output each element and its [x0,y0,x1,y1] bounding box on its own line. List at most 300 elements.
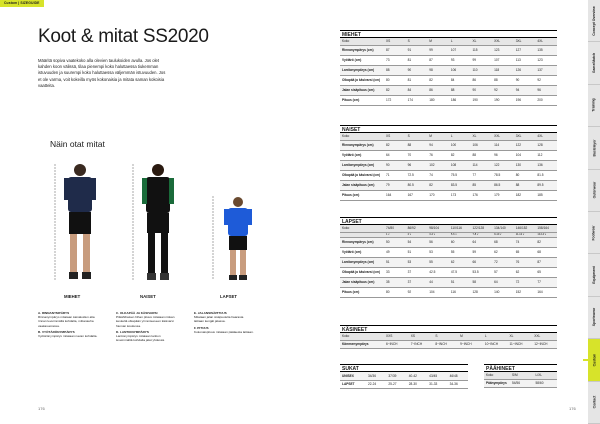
table-header-cell: Koko [340,133,384,140]
fig-label-men: MIEHET [64,294,81,299]
table-cell: 86.5 [492,180,514,190]
table-cell: 71 [384,170,406,180]
table-row [340,277,557,287]
table-row [340,140,557,150]
table-cell: 51 [384,257,406,267]
table-subheader-cell: 9-10 v [492,232,514,237]
table-header-cell: 110/116 [449,225,471,232]
table-cell: 196 [514,95,536,105]
sidebar-tab-label: Footwear [592,225,597,241]
table-cell: 92 [535,75,557,85]
table-cell: 164 [535,287,557,297]
table-cell: 179 [492,190,514,200]
table-cell: 50 [384,237,406,247]
active-tab-marker [583,359,588,361]
table-cell: 57 [492,267,514,277]
table-cell: 200 [535,95,557,105]
desc-col [194,311,254,336]
table-cell: 65 [514,247,536,257]
row-label: Rinnanympärys (cm) [340,45,384,55]
table-header-cell: XS [384,133,406,140]
table-header-cell: M [427,133,449,140]
table-cell: 68 [535,247,557,257]
table-subheader-cell: 5-6 v [449,232,471,237]
table-row [340,180,557,190]
table-cell: 173 [449,190,471,200]
sidebar-tab-label: Game/Match [592,52,597,74]
table-cell: 64 [384,150,406,160]
row-label: Lantionympärys (cm) [340,257,384,267]
table-cell: 7~INCH [409,340,434,348]
table-header-cell: M [458,333,483,340]
sidebar-tab-label: Outerwear [592,181,596,199]
table-header-cell: 74/80 [384,225,406,232]
table-cell: 74 [427,170,449,180]
table-cell: 46/48 [448,372,468,380]
table-header-cell: Koko [340,225,384,232]
table-row [340,380,468,388]
table-cell: 182 [514,190,536,200]
desc-text: Kokonaispituus mitataan päälaesta lattiaan. [194,329,254,334]
table-row [340,267,557,277]
table-cell: 91 [406,45,428,55]
table-cell: 9~INCH [458,340,483,348]
table-cell: 86 [471,75,493,85]
table-header-cell: 122/128 [471,225,493,232]
table-cell: 8~INCH [433,340,458,348]
table-cell: 31-33 [427,380,447,388]
table-row [340,372,468,380]
table-cell: 152 [514,287,536,297]
table-cell: 170 [427,190,449,200]
table-row [340,247,557,257]
table-header-row [340,333,557,340]
table-cell: 82 [384,140,406,150]
table-header-cell: 86/92 [406,225,428,232]
row-label: Päänympärys [484,379,510,387]
table-row [340,45,557,55]
table-cell: 47.5 [449,267,471,277]
table-cell: 90 [514,75,536,85]
table-header-cell: S [406,38,428,45]
table-row [340,237,557,247]
table-header-cell: M [427,38,449,45]
table-cell: 65 [535,267,557,277]
table-cell: 55 [427,257,449,267]
table-cell: 88 [384,65,406,75]
table-cell: 114 [492,140,514,150]
table-row [340,65,557,75]
table-header-cell: L [483,333,508,340]
figure-men [64,164,96,279]
table-subheader-cell: 3-4 v [427,232,449,237]
table-header-cell: 98/104 [427,225,449,232]
table-cell: 88 [406,140,428,150]
table-header-cell: XS [409,333,434,340]
table-cell: 77 [471,170,493,180]
table-subheader-cell: 2 v [406,232,428,237]
desc-heading: C. OLKAPÄÄ JA KÄSIVARSI [116,311,158,315]
row-label: Rinnanympärys (cm) [340,140,384,150]
row-label: LAPSET [340,380,366,388]
row-label: Kämmenympärys [340,340,384,348]
sidebar-tab-equipment[interactable] [588,254,600,296]
table-header-cell: 158/164 [535,225,557,232]
table-header-cell: L [449,38,471,45]
table-cell: 51 [406,247,428,257]
table-cell: 54 [406,237,428,247]
table-cell: 102 [427,160,449,170]
table-cell: 82 [384,85,406,95]
table-cell: 88 [514,180,536,190]
table-cell: 96 [535,85,557,95]
table-header-cell: L [449,133,471,140]
table-header-row [340,225,557,232]
intro-text: Määritä sopiva vaatekoko alla olevien taulukoiden avulla. Jos olet kahden koon välissä, tilaa pienempi koko haluttaessa tiukemman istuvuuden ja suurempi koko haluttaessa väljemmän istuvuuden. Jos et ole varma, voit kokeilla myös kokonaisia ja mitata saman kokoisia vaatteita. [38,58,166,88]
sidebar-tab-label: Equipment [592,266,596,284]
table-cell: 76 [427,150,449,160]
sidebar-tab-label: Training [592,98,596,113]
table-header-cell: XXS [384,333,409,340]
table-cell: 82 [535,237,557,247]
table-cell: 140 [492,287,514,297]
table-subheader-cell: 11-12 v [514,232,536,237]
table-cell: 80 [514,170,536,180]
table-cell: 96 [406,160,428,170]
table-cell: 112 [535,150,557,160]
desc-col [38,311,98,340]
sidebar-tab-sportswear[interactable] [588,297,600,339]
table-pahineet [484,364,557,388]
table-cell: 107 [492,55,514,65]
table-cell: 88 [492,75,514,85]
table-cell: 33 [384,267,406,277]
table-row [340,75,557,85]
table-cell: 51 [449,277,471,287]
table-row [484,379,557,387]
table-cell: 90 [384,160,406,170]
table-cell: 53 [427,247,449,257]
table-cell: 96 [492,150,514,160]
table-header-cell: 4XL [535,38,557,45]
table-title: SUKAT [340,364,468,372]
table-cell: 37/39 [386,372,406,380]
table-header-cell: XL [471,38,493,45]
table-cell: 126 [514,65,536,75]
desc-heading: A. RINNANYMPÄRYS [38,311,70,315]
table-cell: 104 [427,287,449,297]
table-cell: 127 [514,45,536,55]
row-label: Pituus (cm) [340,287,384,297]
sidebar-tab-outerwear[interactable] [588,170,600,212]
table-title: NAISET [340,125,557,133]
page-title: Koot & mitat SS2020 [38,26,209,47]
table-cell: 104 [514,150,536,160]
table-header-cell: XS [384,38,406,45]
table-row [340,85,557,95]
table-cell: 116 [449,287,471,297]
table-cell: 68 [492,237,514,247]
row-label: Vyötärö (cm) [340,55,384,65]
table-header-cell: XXL [532,333,557,340]
table-cell: 89.5 [535,180,557,190]
sidebar-tab-footwear[interactable] [588,212,600,254]
row-label: Vyötärö (cm) [340,150,384,160]
table-cell: 93 [449,55,471,65]
table-cell: 53.5 [471,267,493,277]
table-cell: 54/56 [510,379,534,387]
table-cell: 98 [427,65,449,75]
sidebar-tab-contact[interactable] [588,382,600,424]
table-cell: 90 [471,85,493,95]
table-cell: 58/60 [534,379,558,387]
table-cell: 106 [449,65,471,75]
table-cell: 85 [471,180,493,190]
table-cell: 122 [492,160,514,170]
table-cell: 122 [514,140,536,150]
table-cell: 34-36 [448,380,468,388]
table-naiset [340,125,557,201]
table-cell: 92 [492,85,514,95]
page-number-left: 176 [38,406,45,411]
table-cell: 40-42 [407,372,427,380]
table-cell: 87 [384,45,406,55]
table-cell: 76 [514,257,536,267]
sidebar-tab-label: Contact [592,395,596,409]
table-header-cell: 134/140 [492,225,514,232]
table-miehet [340,30,557,106]
table-cell: 84 [406,85,428,95]
row-label: Vyötärö (cm) [340,247,384,257]
table-cell: 81 [406,75,428,85]
table-cell: 123 [535,55,557,65]
table-cell: 11~INCH [508,340,533,348]
table-row [340,190,557,200]
table-cell: 94 [427,140,449,150]
table-cell: 107 [449,45,471,55]
table-cell: 70 [406,150,428,160]
table-header-cell: Koko [340,333,384,340]
table-cell: 79 [384,180,406,190]
row-label: Jalan sisäpituus (cm) [340,85,384,95]
table-cell: 190 [471,95,493,105]
table-header-row [340,38,557,45]
sidebar-tab-training[interactable] [588,85,600,127]
table-cell: 77 [535,277,557,287]
table-row [340,287,557,297]
sidebar-tab-custom[interactable] [588,339,600,381]
table-cell: 180 [427,95,449,105]
table-header-cell: 4XL [535,133,557,140]
table-cell: 130 [514,160,536,170]
desc-heading: B. VYÖTÄRÖNYMPÄRYS [38,329,75,334]
desc-text: Pitkähihaisen hihan pituus mitataan niskan keskeltä olkapään yli ranteeseen käsivarsi hieman koukussa. [116,315,175,328]
table-cell: 75.5 [449,170,471,180]
table-cell: 115 [471,45,493,55]
table-cell: 99 [471,55,493,65]
table-cell: 37 [406,277,428,287]
desc-col [116,311,176,344]
table-row [340,55,557,65]
table-cell: 60 [449,237,471,247]
table-cell: 186 [449,95,471,105]
table-header-cell: S [433,333,458,340]
sidebar-tab-game-match[interactable] [588,42,600,84]
table-cell: 190 [492,95,514,105]
table-subheader-cell: 7-8 v [471,232,493,237]
table-cell: 118 [492,65,514,75]
fit-subtitle: Näin otat mitat [50,139,105,149]
table-header-cell: 146/152 [514,225,536,232]
table-row [340,257,557,267]
table-cell: 99 [427,45,449,55]
table-sukat [340,364,468,389]
table-cell: 35 [384,277,406,287]
desc-text: Mitataan jalan sisäpuolelta haarasta lattiaan kengät jalassa. [194,315,244,324]
table-header-cell: XL [471,133,493,140]
table-row [340,160,557,170]
table-cell: 90 [406,65,428,75]
table-cell: 82 [427,75,449,85]
table-cell: 28-30 [407,380,427,388]
fig-label-women: NAISET [140,294,156,299]
row-label: Olkapää ja käsivarsi (cm) [340,75,384,85]
table-cell: 66 [471,257,493,267]
desc-heading: E. JALANSISÄPITUUS [194,311,227,315]
table-cell: 136 [535,160,557,170]
sidebar-tab-concept-overview[interactable] [588,0,600,42]
table-header-cell: Koko [340,38,384,45]
table-cell: 128 [535,140,557,150]
table-cell: 88 [449,85,471,95]
table-cell: 92 [406,287,428,297]
section-tag: Custom | SIZEGUIDE [0,0,44,7]
fig-label-kids: LAPSET [220,294,237,299]
sidebar-tab-basislayer[interactable] [588,127,600,169]
table-cell: 185 [535,190,557,200]
table-cell: 56 [427,237,449,247]
table-header-cell: 3XL [514,38,536,45]
table-cell: 87 [535,257,557,267]
figure-kids [224,197,252,280]
table-header-cell: L/XL [534,372,558,379]
table-cell: 82 [449,150,471,160]
measure-figures [40,152,280,302]
table-header-cell: S/M [510,372,534,379]
table-cell: 58 [471,277,493,287]
table-cell: 82 [427,180,449,190]
table-cell: 123 [492,45,514,55]
table-title: LAPSET [340,217,557,225]
table-title: PÄÄHINEET [484,364,557,372]
desc-text: Rinnanympärys mitataan kainaloiden alta rinnan leveimmältä kohdalta, mittanauha vaakasuorassa. [38,315,95,328]
row-label: UNISEX [340,372,366,380]
table-cell: 176 [471,190,493,200]
table-cell: 87 [427,55,449,65]
table-cell: 81 [406,55,428,65]
table-subheader-cell: 1 v [384,232,406,237]
row-label: Olkapää ja käsivarsi (cm) [340,170,384,180]
table-cell: 73 [384,55,406,65]
table-cell: 62 [492,247,514,257]
table-cell: 74 [514,237,536,247]
row-label: Pituus (cm) [340,190,384,200]
table-cell: 113 [514,55,536,65]
page-number-right: 176 [569,406,576,411]
row-label: Rinnanympärys (cm) [340,237,384,247]
table-cell: 25-27 [386,380,406,388]
desc-text: Lantionympärys mitataan lantion leveimmältä kohdalta jalat yhdessä. [116,334,165,343]
desc-text: Vyötärönympärys mitataan navan kohdalta. [38,334,98,339]
table-title: MIEHET [340,30,557,38]
table-cell: 64 [492,277,514,287]
table-cell: 34/36 [366,372,386,380]
table-row [340,170,557,180]
table-cell: 172 [384,95,406,105]
table-row [340,95,557,105]
table-header-cell: XL [508,333,533,340]
table-header-cell: XXL [492,133,514,140]
table-cell: 80.5 [406,180,428,190]
table-cell: 100 [449,140,471,150]
table-cell: 72 [514,277,536,287]
table-cell: 83.5 [449,180,471,190]
table-cell: 42.5 [427,267,449,277]
table-cell: 135 [535,45,557,55]
table-cell: 37 [406,267,428,277]
row-label: Olkapää ja käsivarsi (cm) [340,267,384,277]
table-cell: 88 [471,150,493,160]
table-cell: 10~INCH [483,340,508,348]
table-row [340,340,557,348]
table-cell: 114 [471,160,493,170]
table-cell: 164 [384,190,406,200]
table-cell: 78.5 [492,170,514,180]
table-cell: 167 [406,190,428,200]
desc-heading: F. PITUUS [194,325,209,330]
table-cell: 80 [384,287,406,297]
row-label: Pituus (cm) [340,95,384,105]
table-cell: 72 [492,257,514,267]
table-cell: 53 [406,257,428,267]
table-row [340,150,557,160]
table-header-cell: XXL [492,38,514,45]
row-label: Jalan sisäpituus (cm) [340,180,384,190]
table-cell: 84 [449,75,471,85]
table-cell: 59 [471,247,493,257]
table-cell: 174 [406,95,428,105]
sidebar-tab-label: Custom [592,353,596,367]
table-cell: 22-24 [366,380,386,388]
table-cell: 80 [384,75,406,85]
table-cell: 43/45 [427,372,447,380]
desc-heading: D. LANTIONYMPÄRYS [116,329,149,334]
table-header-cell: S [406,133,428,140]
measure-descriptions [38,311,288,381]
table-cell: 49 [384,247,406,257]
table-cell: 72.5 [406,170,428,180]
sidebar-tab-label: Sportswear [592,308,596,327]
table-cell: 44 [427,277,449,287]
table-cell: 106 [471,140,493,150]
table-cell: 62 [514,267,536,277]
row-label: Lantionympärys (cm) [340,65,384,75]
table-cell: 81.5 [535,170,557,180]
table-cell: 6~INCH [384,340,409,348]
sidebar-tab-label: Concept Overview [592,5,596,36]
table-title: KÄSINEET [340,325,557,333]
table-cell: 94 [514,85,536,95]
